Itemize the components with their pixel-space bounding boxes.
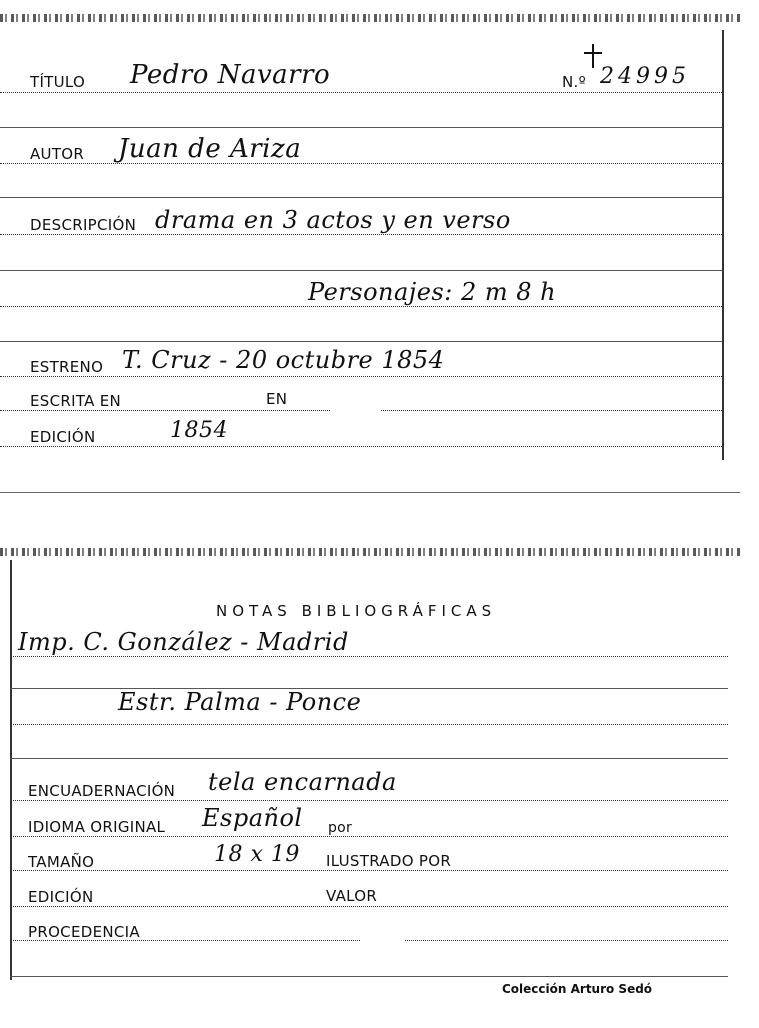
rule-encuadernacion bbox=[10, 800, 728, 801]
rule-autor bbox=[0, 163, 722, 164]
autor-value: Juan de Ariza bbox=[118, 134, 302, 164]
numero-value: 24995 bbox=[600, 64, 690, 89]
collection-credit: Colección Arturo Sedó bbox=[502, 982, 653, 996]
rule-edicion bbox=[0, 446, 722, 447]
titulo-value: Pedro Navarro bbox=[130, 60, 331, 90]
rule-blank-2 bbox=[0, 197, 722, 198]
idioma-label: IDIOMA ORIGINAL bbox=[28, 818, 166, 836]
ilustrado-label: ILUSTRADO POR bbox=[326, 852, 452, 870]
rule-nota-1 bbox=[10, 656, 728, 657]
encuadernacion-label: ENCUADERNACIÓN bbox=[28, 782, 176, 800]
idioma-value: Español bbox=[202, 804, 303, 832]
escrita-label: ESCRITA EN bbox=[30, 392, 122, 410]
nota-line-1: Imp. C. González - Madrid bbox=[18, 628, 349, 656]
catalog-card-top bbox=[0, 0, 759, 492]
rule-titulo bbox=[0, 92, 722, 93]
rule-blank-5 bbox=[10, 758, 728, 759]
rule-blank-1 bbox=[0, 127, 722, 128]
en-label: EN bbox=[266, 390, 288, 408]
rule-idioma bbox=[10, 836, 728, 837]
tamano-value: 18 x 19 bbox=[214, 842, 300, 867]
card-left-border bbox=[10, 560, 12, 980]
notas-heading: NOTAS BIBLIOGRÁFICAS bbox=[216, 602, 497, 620]
paper-damage-spot bbox=[330, 398, 380, 420]
valor-label: VALOR bbox=[326, 887, 378, 905]
nota-line-2: Estr. Palma - Ponce bbox=[118, 688, 362, 716]
torn-edge-top bbox=[0, 14, 740, 22]
edicion-value: 1854 bbox=[170, 418, 228, 443]
procedencia-label: PROCEDENCIA bbox=[28, 923, 140, 941]
descripcion-label: DESCRIPCIÓN bbox=[30, 216, 137, 234]
titulo-label: TÍTULO bbox=[30, 73, 86, 91]
descripcion-value: drama en 3 actos y en verso bbox=[155, 206, 511, 234]
rule-blank-3 bbox=[0, 270, 722, 271]
card-right-border bbox=[722, 30, 724, 460]
rule-estreno bbox=[0, 376, 722, 377]
autor-label: AUTOR bbox=[30, 145, 85, 163]
tamano-label: TAMAÑO bbox=[28, 853, 95, 871]
edicion-label-bottom: EDICIÓN bbox=[28, 888, 94, 906]
personajes-value: Personajes: 2 m 8 h bbox=[308, 278, 557, 306]
estreno-value: T. Cruz - 20 octubre 1854 bbox=[122, 346, 445, 374]
paper-damage-spot-bottom bbox=[360, 928, 404, 976]
numero-label: N.º bbox=[562, 73, 586, 91]
torn-edge-bottom bbox=[0, 548, 740, 556]
catalog-card-bottom bbox=[0, 540, 759, 1028]
rule-blank-6 bbox=[10, 976, 728, 977]
rule-personajes bbox=[0, 306, 722, 307]
por-label: por bbox=[328, 820, 353, 836]
card-separator bbox=[0, 492, 740, 493]
rule-tamano bbox=[10, 870, 728, 871]
rule-descripcion bbox=[0, 234, 722, 235]
edicion-label: EDICIÓN bbox=[30, 428, 96, 446]
estreno-label: ESTRENO bbox=[30, 358, 104, 376]
rule-blank-4 bbox=[0, 341, 722, 342]
rule-edicion-bottom bbox=[10, 906, 728, 907]
encuadernacion-value: tela encarnada bbox=[208, 768, 397, 796]
rule-nota-2 bbox=[10, 724, 728, 725]
